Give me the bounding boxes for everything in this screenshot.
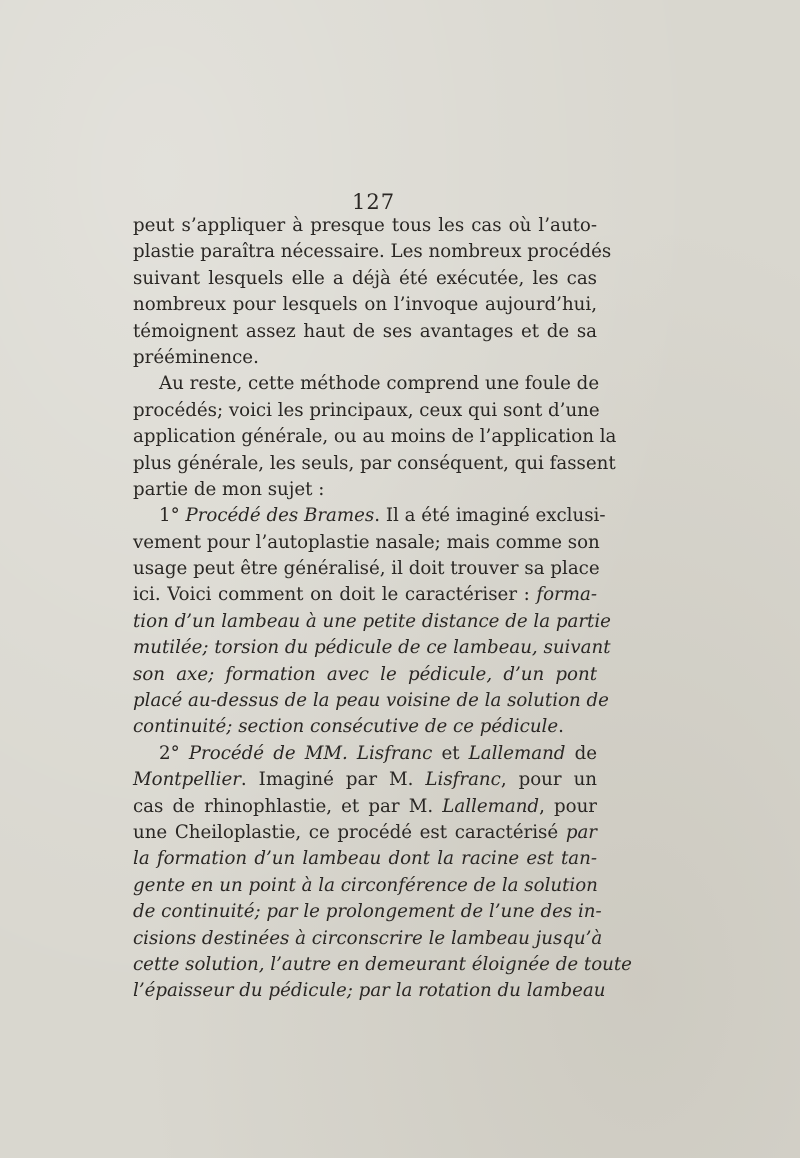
text-line: application générale, ou au moins de l’application la	[133, 426, 617, 448]
text-line: témoignent assez haut de ses avantages et de sa	[133, 320, 597, 342]
text-line: son axe; formation avec le pédicule, d’un pont	[133, 663, 597, 685]
text-line: plastie paraîtra nécessaire. Les nombreux procédés	[133, 241, 612, 263]
text-line: gente en un point à la circonférence de la solution	[133, 874, 598, 896]
text-line: Au reste, cette méthode comprend une foule de	[159, 373, 600, 395]
text-line: procédés; voici les principaux, ceux qui sont d’une	[133, 399, 600, 421]
text-line: partie de mon sujet :	[133, 478, 325, 500]
text-line: peut s’appliquer à presque tous les cas où l’auto-	[133, 215, 597, 236]
text-line: 1° Procédé des Brames. Il a été imaginé exclusi-	[159, 505, 606, 527]
text-line: cisions destinées à circonscrire le lambeau jusqu’à	[133, 927, 603, 949]
text-line: tion d’un lambeau à une petite distance de la partie	[133, 610, 611, 632]
text-line: Montpellier. Imaginé par M. Lisfranc, pour un	[133, 769, 597, 791]
text-line: mutilée; torsion du pédicule de ce lambeau, suivant	[133, 637, 611, 659]
body-text	[133, 213, 632, 1005]
text-line: plus générale, les seuls, par conséquent, qui fassent	[133, 452, 616, 474]
text-line: suivant lesquels elle a déjà été exécutée, les cas	[133, 267, 597, 289]
text-line: l’épaisseur du pédicule; par la rotation du lambeau	[133, 980, 606, 1002]
text-line: la formation d’un lambeau dont la racine est tan-	[133, 848, 597, 870]
text-line: une Cheiloplastie, ce procédé est caractérisé par	[133, 821, 597, 843]
text-line: nombreux pour lesquels on l’invoque aujourd’hui,	[133, 294, 597, 316]
text-line: continuité; section consécutive de ce pédicule.	[133, 716, 564, 738]
text-line: usage peut être généralisé, il doit trouver sa place	[133, 558, 600, 580]
text-line: cas de rhinophlastie, et par M. Lallemand, pour	[133, 795, 598, 817]
text-line: vement pour l’autoplastie nasale; mais comme son	[133, 531, 600, 553]
text-line: 2° Procédé de MM. Lisfranc et Lallemand de	[159, 742, 597, 764]
text-line: placé au-dessus de la peau voisine de la solution de	[133, 690, 609, 712]
text-line: prééminence.	[133, 346, 259, 368]
text-line: de continuité; par le prolongement de l’une des in-	[133, 901, 602, 923]
text-line: cette solution, l’autre en demeurant éloignée de toute	[133, 953, 632, 975]
page-number: 127	[352, 190, 396, 214]
text-line: ici. Voici comment on doit le caractériser : forma-	[133, 584, 597, 606]
